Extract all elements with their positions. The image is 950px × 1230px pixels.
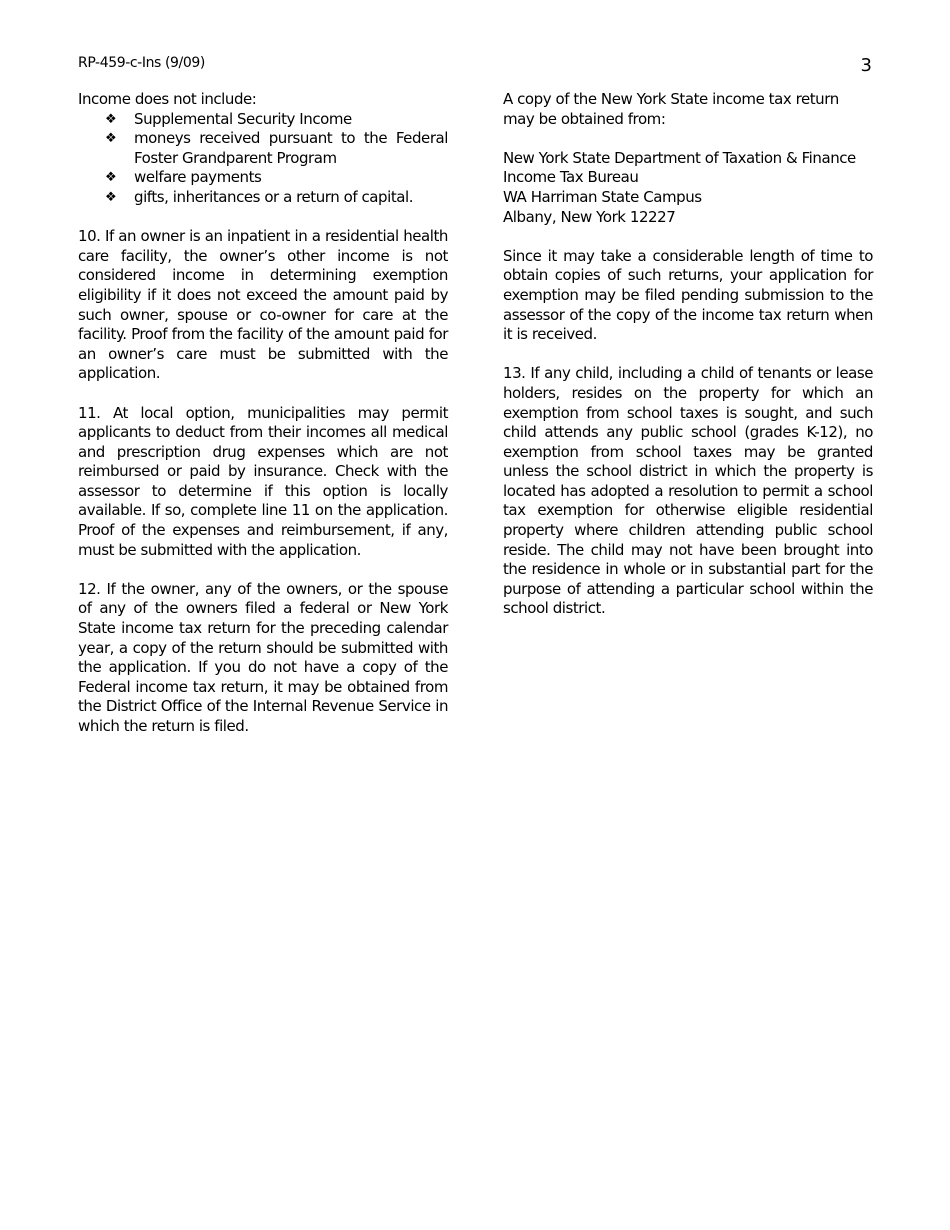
form-id: RP-459-c-Ins (9/09) — [78, 55, 205, 71]
diamond-bullet-icon: ❖ — [105, 111, 117, 127]
paragraph-item-11: 11. At local option, municipalities may permit applicants to deduct from their incomes all medical and prescription drug expenses which are not reimbursed or paid by insurance. Check with the assessor to determine if this option is locally available. If so, complete line 11 on the application. Proof of the expenses and reimbursement, if any, must be submitted with the application. — [78, 403, 448, 559]
paragraph-item-12: 12. If the owner, any of the owners, or the spouse of any of the owners filed a federal or New York State income tax return for the preceding calendar year, a copy of the return should be submitted with the application. If you do not have a copy of the Federal income tax return, it may be obtained from the District Office of the Internal Revenue Service in which the return is filed. — [78, 579, 448, 735]
list-item — [78, 129, 448, 168]
paragraph-item-10: 10. If an owner is an inpatient in a residential health care facility, the owner’s other income is not considered income in determining exemption eligibility if it does not exceed the amount paid by such owner, spouse or co-owner for care at the facility. Proof from the facility of the amount paid for an owner’s care must be submitted with the application. — [78, 227, 448, 383]
diamond-bullet-icon: ❖ — [105, 170, 117, 186]
income-exclusions-list — [78, 110, 448, 208]
tax-return-copy-intro: A copy of the New York State income tax return may be obtained from: — [503, 90, 839, 128]
list-item — [78, 110, 448, 130]
list-item — [78, 188, 448, 208]
list-item-text: gifts, inheritances or a return of capital. — [134, 187, 414, 206]
list-item-text: Supplemental Security Income — [134, 109, 352, 128]
list-item-text: moneys received pursuant to the Federal Foster Grandparent Program — [134, 129, 448, 167]
tax-department-address — [503, 149, 873, 227]
paragraph-item-13: 13. If any child, including a child of tenants or lease holders, resides on the property for which an exemption from school taxes is sought, and such child attends any public school (grades K-12), no exemption from school taxes may be granted unless the school district in which the property is located has adopted a resolution to permit a school tax exemption for otherwise eligible residential property where children attending public school reside. The child may not have been brought into the residence in whole or in substantial part for the purpose of attending a particular school within the school district. — [503, 364, 873, 618]
income-exclusions-intro: Income does not include: — [78, 90, 257, 108]
address-line: Albany, New York 12227 — [503, 207, 676, 226]
list-item-text: welfare payments — [134, 168, 262, 187]
list-item — [78, 168, 448, 188]
diamond-bullet-icon: ❖ — [105, 189, 117, 205]
diamond-bullet-icon: ❖ — [105, 131, 117, 147]
address-line: New York State Department of Taxation & Finance — [503, 148, 856, 167]
address-line: Income Tax Bureau — [503, 168, 639, 187]
right-column — [503, 90, 873, 639]
page-number: 3 — [860, 55, 872, 76]
address-line: WA Harriman State Campus — [503, 187, 702, 206]
pending-submission-note: Since it may take a considerable length of time to obtain copies of such returns, your application for exemption may be filed pending submission to the assessor of the copy of the income tax return when it is received. — [503, 246, 873, 344]
left-column — [78, 90, 448, 756]
